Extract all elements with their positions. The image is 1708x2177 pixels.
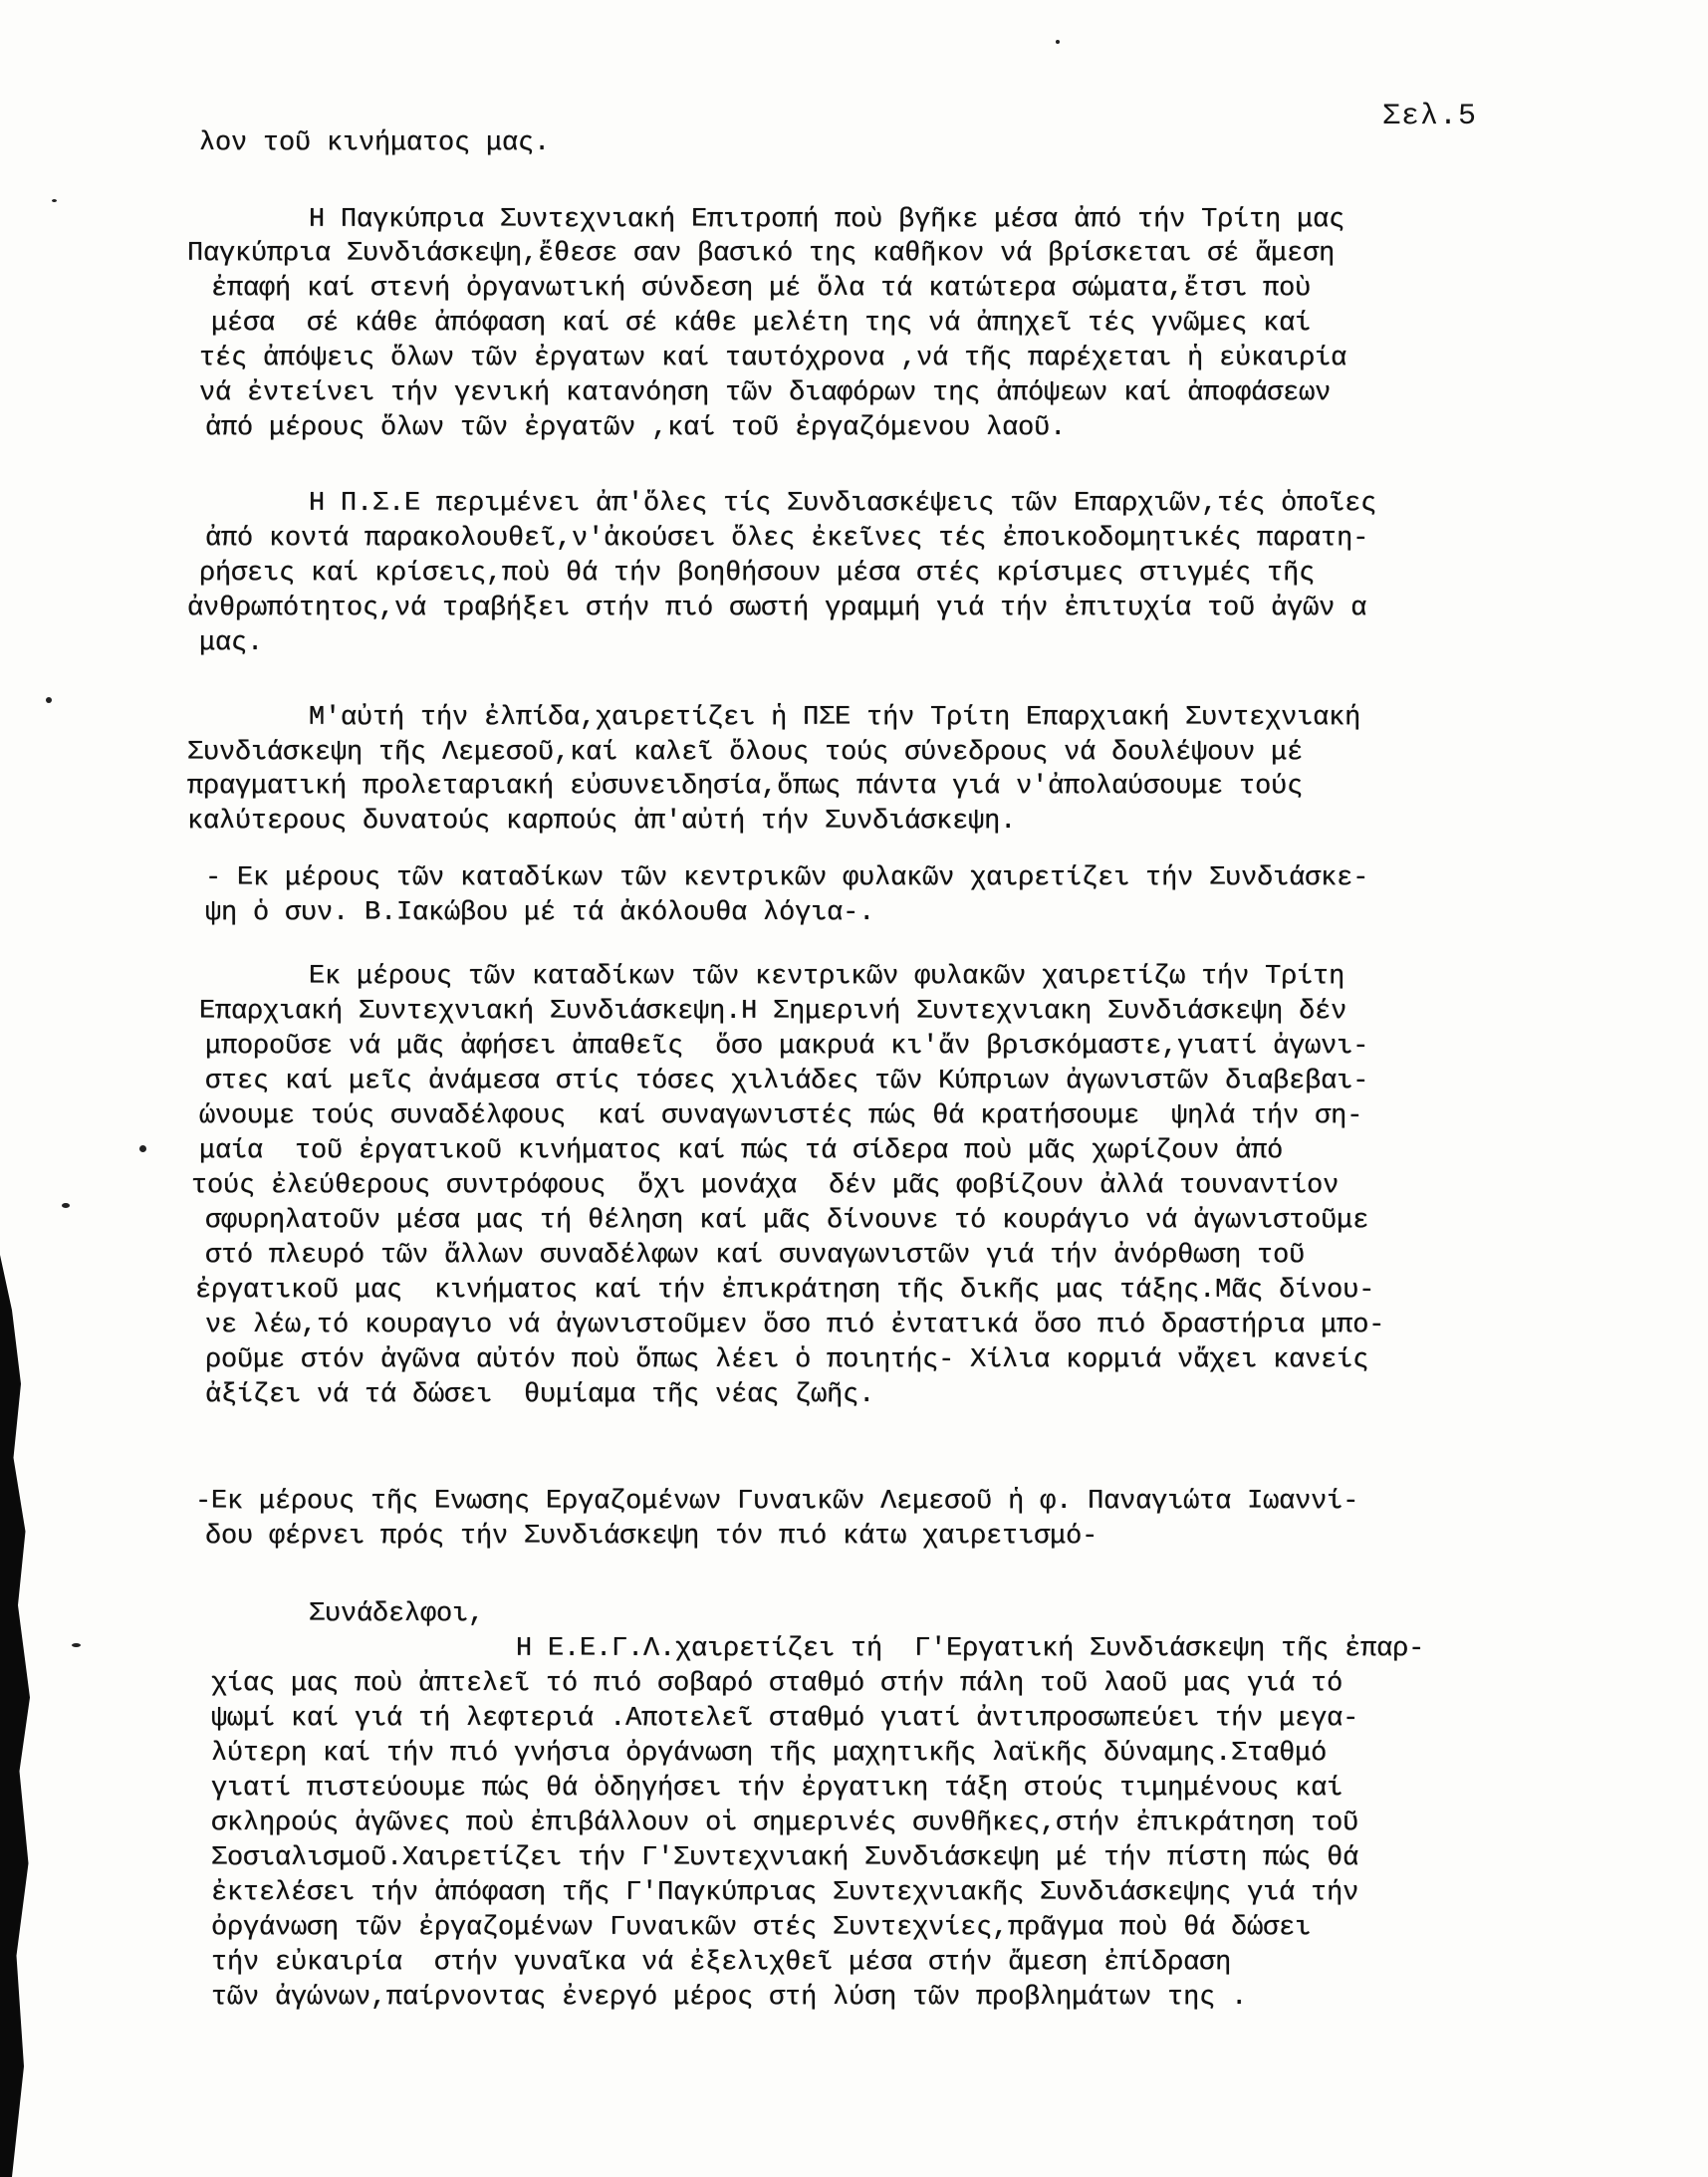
scan-shadow-edge: [0, 1255, 30, 2177]
text-line: μποροῦσε νά μᾶς ἀφήσει ἀπαθεῖς ὅσο μακρυά κι'ἄν βρισκόμαστε,γιατί ἀγωνι-: [205, 1032, 1369, 1062]
text-line: στό πλευρό τῶν ἄλλων συναδέλφων καί συναγωνιστῶν γιά τήν ἀνόρθωση τοῦ: [205, 1241, 1306, 1271]
text-line: Η Ε.Ε.Γ.Λ.χαιρετίζει τή Γ'Εργατική Συνδιάσκεψη τῆς ἐπαρ-: [516, 1634, 1425, 1664]
text-line: ἀνθρωπότητος,νά τραβήξει στήν πιό σωστή γραμμή γιά τήν ἐπιτυχία τοῦ ἀγῶν α: [187, 594, 1367, 623]
text-line: πραγματική προλεταριακή εὐσυνειδησία,ὅπως πάντα γιά ν'ἀπολαύσουμε τούς: [187, 772, 1304, 802]
text-line: μαία τοῦ ἐργατικοῦ κινήματος καί πώς τά σίδερα ποὺ μᾶς χωρίζουν ἀπό: [199, 1136, 1284, 1166]
text-line: ρήσεις καί κρίσεις,ποὺ θά τήν βοηθήσουν μέσα στές κρίσιμες στιγμές τῆς: [199, 559, 1316, 589]
scan-speck: [1056, 40, 1060, 44]
text-line: Η Παγκύπρια Συντεχνιακή Επιτροπή ποὺ βγῆκε μέσα ἀπό τήν Τρίτη μας: [309, 205, 1345, 235]
text-line: Μ'αὐτή τήν ἐλπίδα,χαιρετίζει ἡ ΠΣΕ τήν Τρίτη Επαρχιακή Συντεχνιακή: [309, 703, 1361, 733]
text-line: τούς ἐλεύθερους συντρόφους ὄχι μονάχα δέν μᾶς φοβίζουν ἀλλά τουναντίον: [191, 1171, 1340, 1201]
text-line: τές ἀπόψεις ὅλων τῶν ἐργατων καί ταυτόχρονα ,νά τῆς παρέχεται ἡ εὐκαιρία: [199, 344, 1347, 373]
text-line: νά ἐντείνει τήν γενική κατανόηση τῶν διαφόρων της ἀπόψεων καί ἀποφάσεων: [199, 378, 1332, 408]
text-line: μέσα σέ κάθε ἀπόφαση καί σέ κάθε μελέτη της νά ἀπηχεῖ τές γνῶμες καί: [211, 309, 1312, 339]
text-line: τήν εὐκαιρία στήν γυναῖκα νά ἐξελιχθεῖ μέσα στήν ἄμεση ἐπίδραση: [211, 1948, 1232, 1978]
text-line: ἀπό μέρους ὅλων τῶν ἐργατῶν ,καί τοῦ ἐργαζόμενου λαοῦ.: [205, 413, 1067, 443]
text-line: ἐργατικοῦ μας κινήματος καί τήν ἐπικράτηση τῆς δικῆς μας τάξης.Μᾶς δίνου-: [195, 1276, 1375, 1306]
text-line: νε λέω,τό κουραγιο νά ἀγωνιστοῦμεν ὅσο πιό ἐντατικά ὅσο πιό δραστήρια μπο-: [205, 1311, 1385, 1340]
text-line: τῶν ἀγώνων,παίρνοντας ἐνεργό μέρος στή λύση τῶν προβλημάτων της .: [211, 1983, 1248, 2013]
text-line: ἐκτελέσει τήν ἀπόφαση τῆς Γ'Παγκύπριας Συντεχνιακῆς Συνδιάσκεψης γιά τήν: [211, 1878, 1359, 1908]
scan-speck: [139, 1145, 146, 1152]
text-line: ἀξίζει νά τά δώσει θυμίαμα τῆς νέας ζωῆς.: [205, 1380, 875, 1410]
text-line: - Εκ μέρους τῶν καταδίκων τῶν κεντρικῶν φυλακῶν χαιρετίζει τήν Συνδιάσκε-: [205, 863, 1369, 893]
text-line: στες καί μεῖς ἀνάμεσα στίς τόσες χιλιάδες τῶν Κύπριων ἀγωνιστῶν διαβεβαι-: [205, 1067, 1369, 1096]
text-line: -Εκ μέρους τῆς Ενωσης Εργαζομένων Γυναικῶν Λεμεσοῦ ἡ φ. Παναγιώτα Ιωαννί-: [195, 1487, 1359, 1517]
text-line: γιατί πιστεύουμε πώς θά ὁδηγήσει τήν ἐργατικη τάξη στούς τιμημένους καί: [211, 1774, 1343, 1804]
text-line: Επαρχιακή Συντεχνιακή Συνδιάσκεψη.Η Σημερινή Συντεχνιακη Συνδιάσκεψη δέν: [199, 997, 1347, 1027]
text-line: ψη ὁ συν. Β.Ιακώβου μέ τά ἀκόλουθα λόγια-.: [205, 898, 875, 928]
text-line: μας.: [199, 628, 264, 658]
scan-speck: [62, 1203, 70, 1208]
scan-speck: [46, 697, 52, 703]
text-line: Εκ μέρους τῶν καταδίκων τῶν κεντρικῶν φυλακῶν χαιρετίζω τήν Τρίτη: [309, 962, 1345, 992]
text-line: Συνάδελφοι,: [309, 1599, 485, 1629]
text-line: σφυρηλατοῦν μέσα μας τή θέληση καί μᾶς δίνουνε τό κουράγιο νά ἀγωνιστοῦμε: [205, 1206, 1369, 1236]
text-line: Παγκύπρια Συνδιάσκεψη,ἔθεσε σαν βασικό της καθῆκον νά βρίσκεται σέ ἄμεση: [187, 239, 1336, 269]
text-line: ροῦμε στόν ἀγῶνα αὐτόν ποὺ ὅπως λέει ὁ ποιητής- Χίλια κορμιά νἄχει κανείς: [205, 1345, 1369, 1375]
text-line: Συνδιάσκεψη τῆς Λεμεσοῦ,καί καλεῖ ὅλους τούς σύνεδρους νά δουλέψουν μέ: [187, 738, 1304, 768]
text-line: ώνουμε τούς συναδέλφους καί συναγωνιστές πώς θά κρατήσουμε ψηλά τήν ση-: [199, 1101, 1363, 1131]
text-line: χίας μας ποὺ ἀπτελεῖ τό πιό σοβαρό σταθμό στήν πάλη τοῦ λαοῦ μας γιά τό: [211, 1669, 1343, 1699]
text-line: σκληρούς ἀγῶνες ποὺ ἐπιβάλλουν οἱ σημερινές συνθῆκες,στήν ἐπικράτηση τοῦ: [211, 1809, 1359, 1838]
text-line: ψωμί καί γιά τή λεφτεριά .Αποτελεῖ σταθμό γιατί ἀντιπροσωπεύει τήν μεγα-: [211, 1704, 1359, 1734]
text-line: ἐπαφή καί στενή ὀργανωτική σύνδεση μέ ὅλα τά κατώτερα σώματα,ἔτσι ποὺ: [211, 274, 1312, 304]
text-line: λύτερη καί τήν πιό γνήσια ὀργάνωση τῆς μαχητικῆς λαϊκῆς δύναμης.Σταθμό: [211, 1739, 1328, 1769]
text-line: Η Π.Σ.Ε περιμένει ἀπ'ὅλες τίς Συνδιασκέψεις τῶν Επαρχιῶν,τές ὁποῖες: [309, 489, 1377, 519]
text-line: δου φέρνει πρός τήν Συνδιάσκεψη τόν πιό κάτω χαιρετισμό-: [205, 1522, 1098, 1552]
text-line: λον τοῦ κινήματος μας.: [199, 128, 551, 158]
text-line: ἀπό κοντά παρακολουθεῖ,ν'ἀκούσει ὅλες ἐκεῖνες τές ἐποικοδομητικές παρατη-: [205, 524, 1369, 554]
text-line: Σοσιαλισμοῦ.Χαιρετίζει τήν Γ'Συντεχνιακή Συνδιάσκεψη μέ τήν πίστη πώς θά: [211, 1843, 1359, 1873]
text-line: ὀργάνωση τῶν ἐργαζομένων Γυναικῶν στές Συντεχνίες,πρᾶγμα ποὺ θά δώσει: [211, 1913, 1312, 1943]
text-line: καλύτερους δυνατούς καρπούς ἀπ'αὐτή τήν Συνδιάσκεψη.: [187, 807, 1017, 837]
page-number: Σελ.5: [1382, 100, 1478, 133]
scan-speck: [72, 1643, 81, 1647]
scan-speck: [52, 199, 57, 202]
